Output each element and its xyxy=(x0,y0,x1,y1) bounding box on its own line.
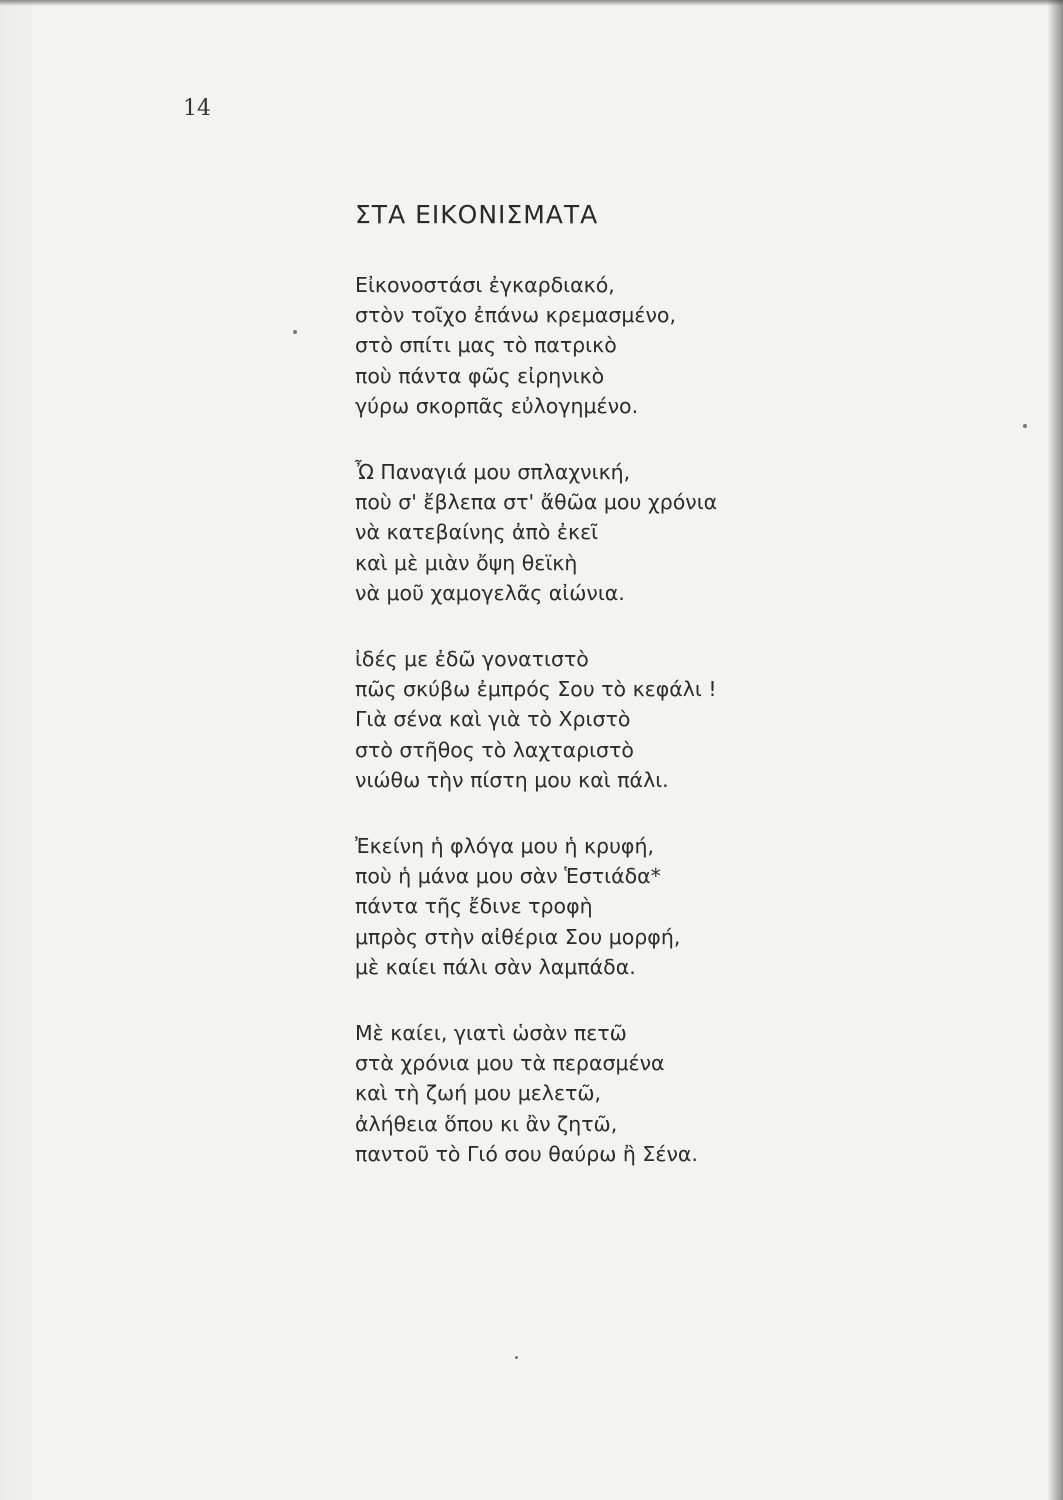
poem-line: στὸ σπίτι μας τὸ πατρικὸ xyxy=(355,333,617,358)
poem-line: γύρω σκορπᾶς εὐλογημένο. xyxy=(355,393,639,418)
paper-speck xyxy=(1023,424,1027,428)
stanza-5 xyxy=(355,1018,875,1169)
stanza-4 xyxy=(355,831,875,982)
poem-line: πάντα τῆς ἔδινε τροφὴ xyxy=(355,894,593,919)
poem-line: παντοῦ τὸ Γιό σου θαύρω ἢ Σένα. xyxy=(355,1141,698,1166)
paper-speck xyxy=(293,330,297,334)
stanza-2 xyxy=(355,457,875,608)
poem-line: πῶς σκύβω ἐμπρός Σου τὸ κεφάλι ! xyxy=(355,677,717,702)
poem-line: Γιὰ σένα καὶ γιὰ τὸ Χριστὸ xyxy=(355,707,631,732)
poem-line: Ὦ Παναγιά μου σπλαχνική, xyxy=(355,460,631,485)
poem-line: ἀλήθεια ὅπου κι ἂν ζητῶ, xyxy=(355,1111,618,1136)
poem-line: Ἐκείνη ἡ φλόγα μου ἡ κρυφή, xyxy=(355,834,654,859)
poem-line: ποὺ πάντα φῶς εἰρηνικὸ xyxy=(355,363,605,388)
poem-line: Εἰκονοστάσι ἐγκαρδιακό, xyxy=(355,273,615,297)
poem-line: ποὺ ἡ μάνα μου σὰν Ἑστιάδα* xyxy=(355,864,661,889)
paper-speck xyxy=(515,1356,518,1359)
poem-line: στὸ στῆθος τὸ λαχταριστὸ xyxy=(355,737,634,762)
page-right-edge-shadow xyxy=(1047,0,1063,1500)
poem-line: νὰ μοῦ χαμογελᾶς αἰώνια. xyxy=(355,580,625,605)
stanza-1 xyxy=(355,270,875,421)
page-number: 14 xyxy=(183,96,211,121)
poem-line: ἰδές με ἐδῶ γονατιστὸ xyxy=(355,647,589,672)
poem-title: ΣΤΑ ΕΙΚΟΝΙΣΜΑΤΑ xyxy=(355,200,599,229)
poem-line: μὲ καίει πάλι σὰν λαμπάδα. xyxy=(355,954,636,979)
poem-line: στὸν τοῖχο ἐπάνω κρεμασμένο, xyxy=(355,303,676,328)
poem-line: νιώθω τὴν πίστη μου καὶ πάλι. xyxy=(355,767,669,792)
poem-line: νὰ κατεβαίνης ἀπὸ ἐκεῖ xyxy=(355,520,599,545)
poem-line: ποὺ σ' ἔβλεπα στ' ἄθῶα μου χρόνια xyxy=(355,490,718,515)
poem-line: στὰ χρόνια μου τὰ περασμένα xyxy=(355,1051,665,1076)
poem-line: μπρὸς στὴν αἰθέρια Σου μορφή, xyxy=(355,924,681,949)
page-top-edge-shadow xyxy=(0,0,1063,6)
poem-line: Μὲ καίει, γιατὶ ὡσὰν πετῶ xyxy=(355,1021,627,1046)
poem-body xyxy=(355,270,875,1205)
poem-line: καὶ τὴ ζωή μου μελετῶ, xyxy=(355,1081,602,1106)
poem-line: καὶ μὲ μιὰν ὄψη θεϊκὴ xyxy=(355,550,578,575)
stanza-3 xyxy=(355,644,875,795)
